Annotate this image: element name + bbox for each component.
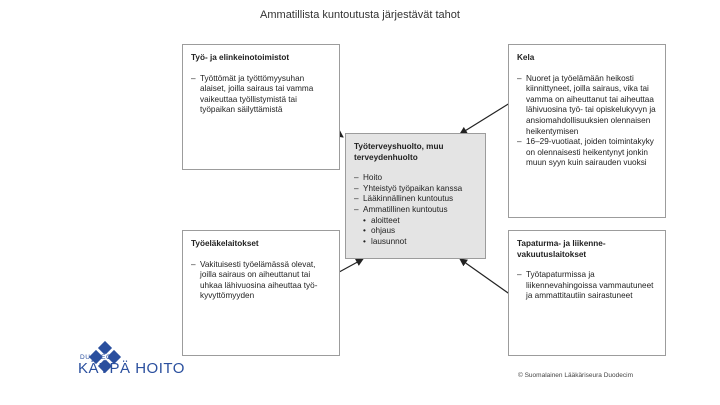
sub-item: • lausunnot	[363, 236, 407, 246]
diagram-title: Ammatillista kuntoutusta järjestävät tahot	[260, 9, 460, 21]
list-item: – Työttömät ja työttömyysuhan alaiset, joilla sairaus tai vamma vaikeuttaa työllistymistä tai työpaikan säilyttämistä	[191, 74, 331, 116]
box-tyoterveyshuolto	[345, 133, 486, 259]
box-tapaturma-ja-liikennevakuutuslaitokset	[508, 230, 666, 356]
list-item-text: Nuoret ja työelämään heikosti kiinnittyneet, joilla sairaus, vika tai vamma on aiheuttanut tai aiheuttaa lähivuosina työ- tai opiskelukyvyn ja ansiomahdollisuuksien olennaisen heikentymisen	[526, 73, 656, 136]
list-item: – Nuoret ja työelämään heikosti kiinnittyneet, joilla sairaus, vika tai vamma on aiheuttanut tai aiheuttaa lähivuosina työ- tai opiskelukyvyn ja ansiomahdollisuuksien olennaisen heikentymisen	[517, 73, 656, 136]
box-kela	[508, 44, 666, 218]
list-item: – Lääkinnällinen kuntoutus	[354, 194, 454, 204]
logo-duodecim-text: DUODECIM	[80, 354, 120, 361]
logo-kaypa-hoito-text: KÄYPÄ HOITO	[78, 360, 185, 377]
box-title: Työeläkelaitokset	[191, 239, 259, 248]
list-item: – Ammatillinen kuntoutus	[354, 204, 448, 214]
list-item: – Yhteistyö työpaikan kanssa	[354, 183, 463, 193]
list-item: – Työtapaturmissa ja liikennevahingoissa vammautuneet ja ammattitautiin sairastuneet	[517, 270, 657, 302]
list-item-text: 16–29-vuotiaat, joiden toimintakyky on olennaisesti heikentynyt jonkin muun syyn kuin sairauden vuoksi	[526, 137, 654, 168]
box-tyoelakelaitokset	[182, 230, 340, 356]
box-tyo-ja-elinkeinotoimistot	[182, 44, 340, 170]
box-title: Kela	[517, 53, 535, 62]
list-item-text: Työtapaturmissa ja liikennevahingoissa vammautuneet ja ammattitautiin sairastuneet	[526, 270, 654, 301]
box-title: Työ- ja elinkeinotoimistot	[191, 53, 290, 62]
copyright: © Suomalainen Lääkäriseura Duodecim	[518, 372, 633, 379]
box-title: Tapaturma- ja liikennevakuutuslaitokset	[517, 239, 606, 259]
list-item: – Hoito	[354, 173, 383, 183]
list-item: – Vakituisesti työelämässä olevat, joilla sairaus on aiheuttanut tai uhkaa lähivuosina aiheuttaa työkyvyttömyyden	[191, 260, 331, 302]
list-item: – 16–29-vuotiaat, joiden toimintakyky on olennaisesti heikentynyt jonkin muun syyn kuin sairauden vuoksi	[517, 137, 657, 169]
box-title: Työterveyshuolto, muu terveydenhuolto	[354, 142, 444, 162]
sub-item: • aloitteet	[363, 215, 400, 225]
list-item-text: Vakituisesti työelämässä olevat, joilla sairaus on aiheuttanut tai uhkaa lähivuosina aiheuttaa työkyvyttömyyden	[200, 259, 318, 301]
sub-item: • ohjaus	[363, 226, 396, 236]
list-item-text: Työttömät ja työttömyysuhan alaiset, joilla sairaus tai vamma vaikeuttaa työllistymistä tai työpaikan säilyttämistä	[200, 73, 314, 115]
